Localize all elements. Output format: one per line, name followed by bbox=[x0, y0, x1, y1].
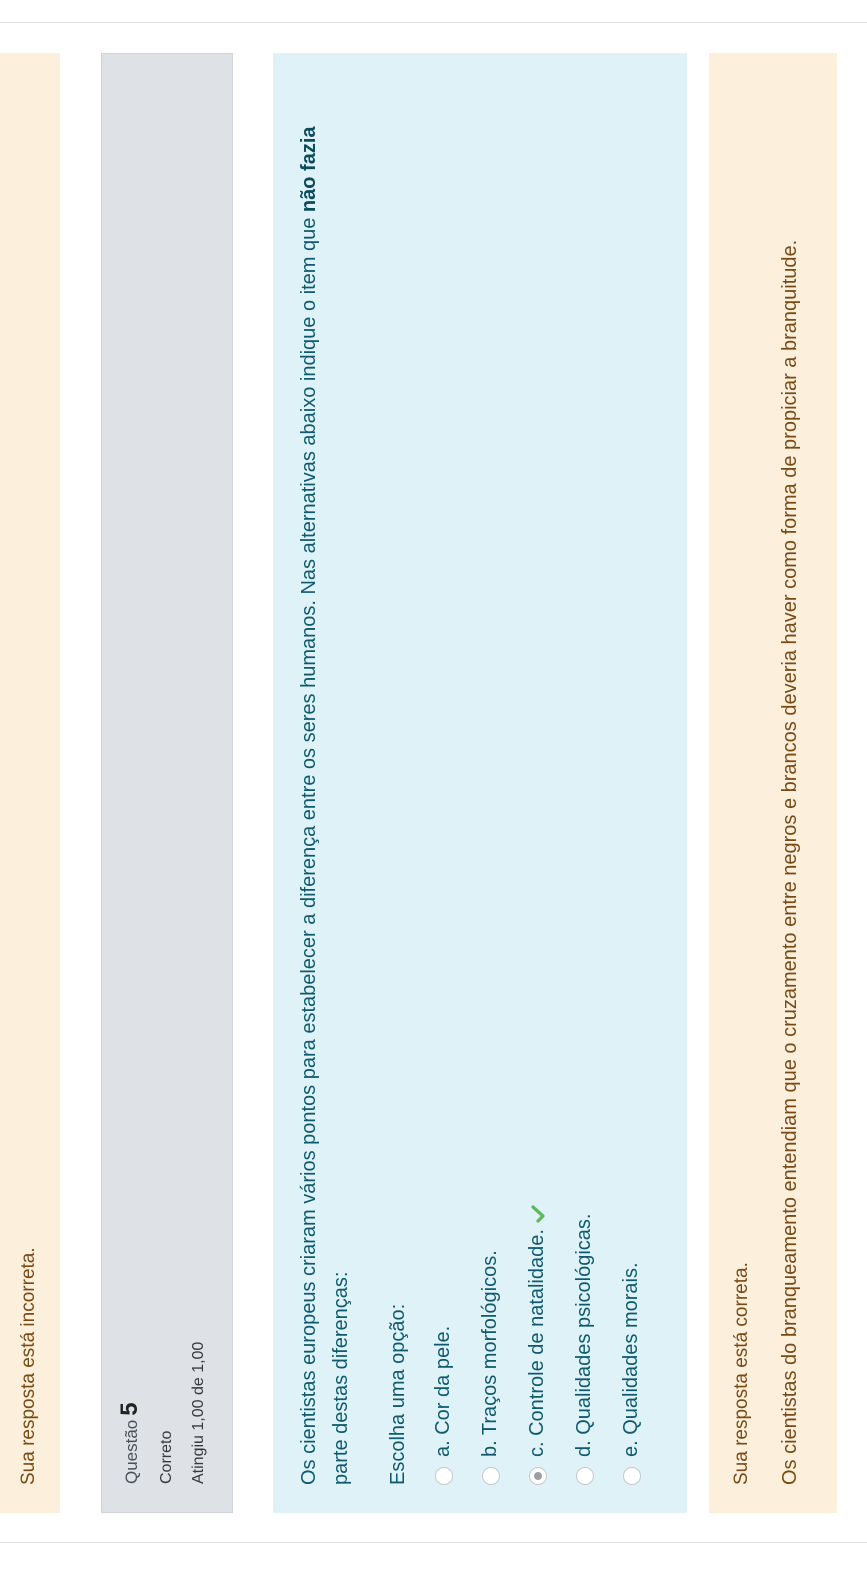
option-e[interactable] bbox=[608, 81, 655, 1485]
correct-check-icon bbox=[529, 1205, 547, 1223]
option-d-label: d. Qualidades psicológicas. bbox=[573, 1213, 595, 1457]
bottom-divider bbox=[0, 22, 867, 23]
question-grade: Atingiu 1,00 de 1,00 bbox=[190, 1341, 207, 1484]
top-divider bbox=[0, 1542, 867, 1543]
feedback-status: Sua resposta está correta. bbox=[731, 1262, 752, 1485]
feedback-text: Os cientistas do branqueamento entendiam que o cruzamento entre negros e brancos deveria haver como forma de propiciar a branquitude. bbox=[779, 239, 801, 1485]
option-a-label: a. Cor da pele. bbox=[432, 1325, 454, 1457]
question-text-before: Os cientistas europeus criaram vários pontos para estabelecer a diferença entre os seres humanos. Nas alternativas abaixo indique o item que bbox=[298, 217, 320, 1485]
option-c-label: c. Controle de natalidade. bbox=[526, 1229, 548, 1457]
option-b[interactable] bbox=[467, 81, 514, 1485]
option-c[interactable] bbox=[514, 81, 561, 1485]
question-text-after: parte destas diferenças: bbox=[330, 1271, 352, 1485]
option-a[interactable] bbox=[420, 81, 467, 1485]
question-text-bold: não fazia bbox=[298, 126, 320, 213]
option-d-radio[interactable] bbox=[576, 1467, 594, 1485]
question-state: Correto bbox=[158, 1430, 175, 1484]
question-info-panel bbox=[101, 53, 233, 1513]
previous-feedback-status: Sua resposta está incorreta. bbox=[18, 1247, 39, 1485]
option-b-radio[interactable] bbox=[482, 1467, 500, 1485]
option-e-radio[interactable] bbox=[623, 1467, 641, 1485]
question-content bbox=[273, 53, 687, 1513]
option-a-radio[interactable] bbox=[435, 1467, 453, 1485]
question-text bbox=[293, 81, 357, 1485]
previous-question-feedback bbox=[0, 53, 60, 1513]
question-feedback bbox=[709, 53, 837, 1513]
question-number bbox=[116, 54, 144, 1484]
option-e-label: e. Qualidades morais. bbox=[620, 1262, 642, 1457]
answer-options bbox=[420, 81, 655, 1485]
option-d[interactable] bbox=[561, 81, 608, 1485]
option-b-label: b. Traços morfológicos. bbox=[479, 1250, 501, 1457]
answer-prompt: Escolha uma opção: bbox=[387, 1303, 409, 1485]
question-label: Questão bbox=[122, 1419, 141, 1484]
question-number-value: 5 bbox=[116, 1402, 143, 1416]
option-c-radio[interactable] bbox=[529, 1467, 547, 1485]
